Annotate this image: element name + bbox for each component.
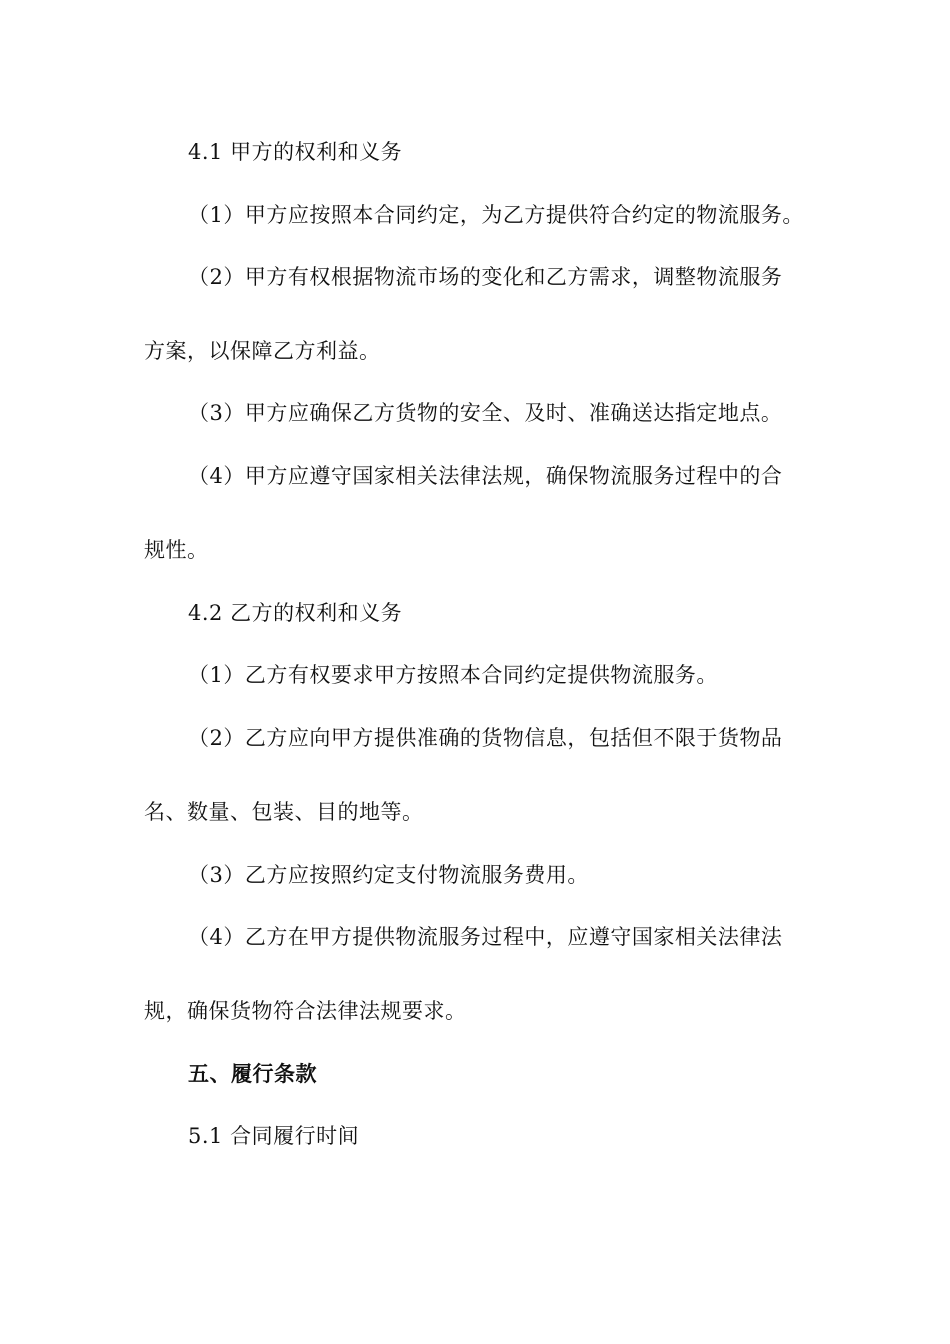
paragraph-line: （3）甲方应确保乙方货物的安全、及时、准确送达指定地点。 xyxy=(188,401,783,425)
section-heading-5-1: 5.1 合同履行时间 xyxy=(188,1124,360,1148)
chapter-heading-5: 五、履行条款 xyxy=(188,1061,317,1086)
paragraph-line: （1）乙方有权要求甲方按照本合同约定提供物流服务。 xyxy=(188,663,718,687)
paragraph-line: 方案，以保障乙方利益。 xyxy=(144,339,381,363)
section-heading-4-2: 4.2 乙方的权利和义务 xyxy=(188,601,403,625)
paragraph-line: 规性。 xyxy=(144,538,209,562)
paragraph-line: 名、数量、包装、目的地等。 xyxy=(144,800,424,824)
section-heading-4-1: 4.1 甲方的权利和义务 xyxy=(188,140,403,164)
paragraph-line: （4）乙方在甲方提供物流服务过程中，应遵守国家相关法律法 xyxy=(188,925,783,949)
paragraph-line: 规，确保货物符合法律法规要求。 xyxy=(144,999,467,1023)
paragraph-line: （2）甲方有权根据物流市场的变化和乙方需求，调整物流服务 xyxy=(188,265,783,289)
paragraph-line: （2）乙方应向甲方提供准确的货物信息，包括但不限于货物品 xyxy=(188,726,783,750)
paragraph-line: （1）甲方应按照本合同约定，为乙方提供符合约定的物流服务。 xyxy=(188,203,804,227)
paragraph-line: （3）乙方应按照约定支付物流服务费用。 xyxy=(188,863,589,887)
paragraph-line: （4）甲方应遵守国家相关法律法规，确保物流服务过程中的合 xyxy=(188,464,783,488)
